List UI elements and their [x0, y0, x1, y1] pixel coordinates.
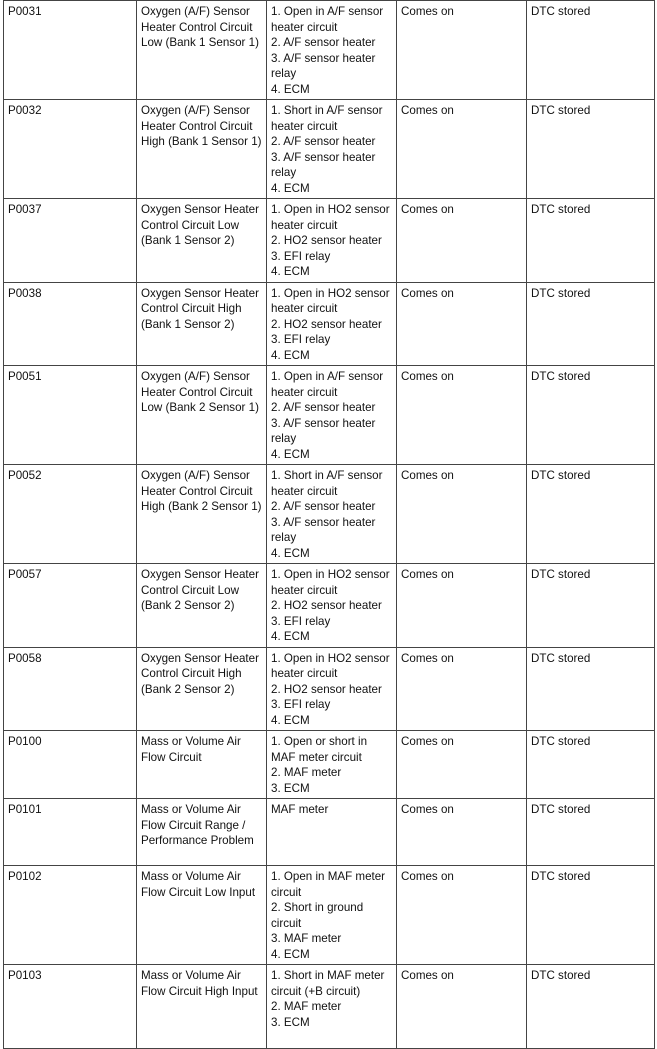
dtc-code-cell: P0037 — [4, 199, 137, 283]
trouble-area-item: 1. Open in MAF meter circuit — [271, 870, 389, 899]
mil-cell: Comes on — [397, 866, 527, 965]
trouble-area-item: 1. Short in MAF meter circuit (+B circuit) — [271, 969, 388, 998]
trouble-area-item: 3. ECM — [271, 1015, 310, 1029]
memory-cell: DTC stored — [527, 564, 655, 648]
trouble-area-item: 4. ECM — [271, 546, 310, 560]
detection-item-cell: Oxygen Sensor Heater Control Circuit Low (Bank 2 Sensor 2) — [137, 564, 267, 648]
dtc-code-cell: P0031 — [4, 1, 137, 100]
trouble-area-item: 1. Open in A/F sensor heater circuit — [271, 370, 387, 399]
table-row — [4, 100, 655, 199]
table-row — [4, 647, 655, 731]
trouble-area-cell — [267, 1, 397, 100]
mil-cell: Comes on — [397, 199, 527, 283]
trouble-area-item: 4. ECM — [271, 181, 310, 195]
mil-cell: Comes on — [397, 564, 527, 648]
trouble-area-cell — [267, 647, 397, 731]
table-row — [4, 564, 655, 648]
trouble-area-item: 3. ECM — [271, 781, 310, 795]
trouble-area-item: 1. Open in HO2 sensor heater circuit — [271, 568, 393, 597]
trouble-area-item: MAF meter — [271, 803, 329, 816]
trouble-area-cell — [267, 965, 397, 1049]
trouble-area-item: 1. Short in A/F sensor heater circuit — [271, 469, 386, 498]
dtc-code-cell: P0103 — [4, 965, 137, 1049]
trouble-area-item: 3. A/F sensor heater relay — [271, 150, 379, 179]
mil-cell: Comes on — [397, 965, 527, 1049]
table-row — [4, 965, 655, 1049]
detection-item-cell: Oxygen (A/F) Sensor Heater Control Circuit High (Bank 1 Sensor 1) — [137, 100, 267, 199]
trouble-area-item: 4. ECM — [271, 447, 310, 461]
memory-cell: DTC stored — [527, 731, 655, 799]
trouble-area-cell — [267, 866, 397, 965]
dtc-code-cell: P0102 — [4, 866, 137, 965]
detection-item-cell: Oxygen (A/F) Sensor Heater Control Circuit Low (Bank 2 Sensor 1) — [137, 366, 267, 465]
mil-cell: Comes on — [397, 465, 527, 564]
detection-item-cell: Mass or Volume Air Flow Circuit Low Input — [137, 866, 267, 965]
mil-cell: Comes on — [397, 647, 527, 731]
mil-cell: Comes on — [397, 799, 527, 866]
trouble-area-item: 1. Open or short in MAF meter circuit — [271, 735, 371, 764]
trouble-area-item: 2. A/F sensor heater — [271, 135, 376, 148]
trouble-area-item: 1. Open in HO2 sensor heater circuit — [271, 286, 393, 315]
detection-item-cell: Oxygen (A/F) Sensor Heater Control Circuit High (Bank 2 Sensor 1) — [137, 465, 267, 564]
memory-cell: DTC stored — [527, 965, 655, 1049]
mil-cell: Comes on — [397, 100, 527, 199]
trouble-area-item: 2. A/F sensor heater — [271, 401, 376, 414]
trouble-area-item: 2. MAF meter — [271, 1000, 342, 1013]
table-row — [4, 731, 655, 799]
detection-item-cell: Oxygen Sensor Heater Control Circuit High (Bank 1 Sensor 2) — [137, 282, 267, 366]
trouble-area-item: 2. MAF meter — [271, 766, 342, 779]
dtc-table-body — [4, 1, 655, 1049]
trouble-area-item: 1. Open in A/F sensor heater circuit — [271, 5, 387, 34]
mil-cell: Comes on — [397, 282, 527, 366]
trouble-area-item: 2. HO2 sensor heater — [271, 317, 382, 331]
detection-item-cell: Mass or Volume Air Flow Circuit Range / Performance Problem — [137, 799, 267, 866]
dtc-code-cell: P0052 — [4, 465, 137, 564]
mil-cell: Comes on — [397, 731, 527, 799]
trouble-area-cell — [267, 731, 397, 799]
trouble-area-item: 3. EFI relay — [271, 614, 331, 628]
trouble-area-item: 3. A/F sensor heater relay — [271, 416, 379, 445]
trouble-area-item: 2. Short in ground circuit — [271, 901, 367, 930]
trouble-area-cell — [267, 564, 397, 648]
memory-cell: DTC stored — [527, 100, 655, 199]
trouble-area-item: 2. A/F sensor heater — [271, 36, 376, 49]
dtc-table — [3, 0, 655, 1049]
trouble-area-item: 4. ECM — [271, 82, 310, 96]
table-row — [4, 366, 655, 465]
dtc-code-cell: P0100 — [4, 731, 137, 799]
memory-cell: DTC stored — [527, 866, 655, 965]
trouble-area-item: 1. Open in HO2 sensor heater circuit — [271, 203, 393, 232]
trouble-area-cell — [267, 199, 397, 283]
detection-item-cell: Mass or Volume Air Flow Circuit High Input — [137, 965, 267, 1049]
dtc-code-cell: P0058 — [4, 647, 137, 731]
table-row — [4, 465, 655, 564]
table-row — [4, 799, 655, 866]
trouble-area-cell — [267, 799, 397, 866]
memory-cell: DTC stored — [527, 1, 655, 100]
trouble-area-item: 3. EFI relay — [271, 249, 331, 263]
trouble-area-item: 3. A/F sensor heater relay — [271, 515, 379, 544]
memory-cell: DTC stored — [527, 799, 655, 866]
trouble-area-item: 1. Open in HO2 sensor heater circuit — [271, 651, 393, 680]
trouble-area-item: 4. ECM — [271, 947, 310, 961]
memory-cell: DTC stored — [527, 647, 655, 731]
memory-cell: DTC stored — [527, 366, 655, 465]
dtc-code-cell: P0101 — [4, 799, 137, 866]
trouble-area-item: 4. ECM — [271, 348, 310, 362]
trouble-area-cell — [267, 282, 397, 366]
detection-item-cell: Oxygen Sensor Heater Control Circuit Low (Bank 1 Sensor 2) — [137, 199, 267, 283]
table-row — [4, 1, 655, 100]
dtc-code-cell: P0038 — [4, 282, 137, 366]
trouble-area-cell — [267, 366, 397, 465]
trouble-area-item: 4. ECM — [271, 630, 310, 643]
memory-cell: DTC stored — [527, 282, 655, 366]
trouble-area-item: 3. A/F sensor heater relay — [271, 51, 379, 80]
table-row — [4, 866, 655, 965]
dtc-code-cell: P0051 — [4, 366, 137, 465]
table-row — [4, 282, 655, 366]
detection-item-cell: Mass or Volume Air Flow Circuit — [137, 731, 267, 799]
mil-cell: Comes on — [397, 366, 527, 465]
trouble-area-cell — [267, 465, 397, 564]
trouble-area-item: 2. HO2 sensor heater — [271, 682, 382, 696]
memory-cell: DTC stored — [527, 199, 655, 283]
table-row — [4, 199, 655, 283]
trouble-area-item: 2. A/F sensor heater — [271, 500, 376, 513]
trouble-area-item: 4. ECM — [271, 713, 310, 727]
trouble-area-item: 2. HO2 sensor heater — [271, 234, 382, 247]
dtc-code-cell: P0057 — [4, 564, 137, 648]
detection-item-cell: Oxygen Sensor Heater Control Circuit High (Bank 2 Sensor 2) — [137, 647, 267, 731]
detection-item-cell: Oxygen (A/F) Sensor Heater Control Circuit Low (Bank 1 Sensor 1) — [137, 1, 267, 100]
trouble-area-item: 4. ECM — [271, 265, 310, 278]
trouble-area-item: 2. HO2 sensor heater — [271, 599, 382, 612]
trouble-area-cell — [267, 100, 397, 199]
trouble-area-item: 3. EFI relay — [271, 698, 331, 711]
trouble-area-item: 3. MAF meter — [271, 932, 342, 945]
memory-cell: DTC stored — [527, 465, 655, 564]
trouble-area-item: 1. Short in A/F sensor heater circuit — [271, 104, 386, 133]
dtc-code-cell: P0032 — [4, 100, 137, 199]
trouble-area-item: 3. EFI relay — [271, 333, 331, 346]
mil-cell: Comes on — [397, 1, 527, 100]
